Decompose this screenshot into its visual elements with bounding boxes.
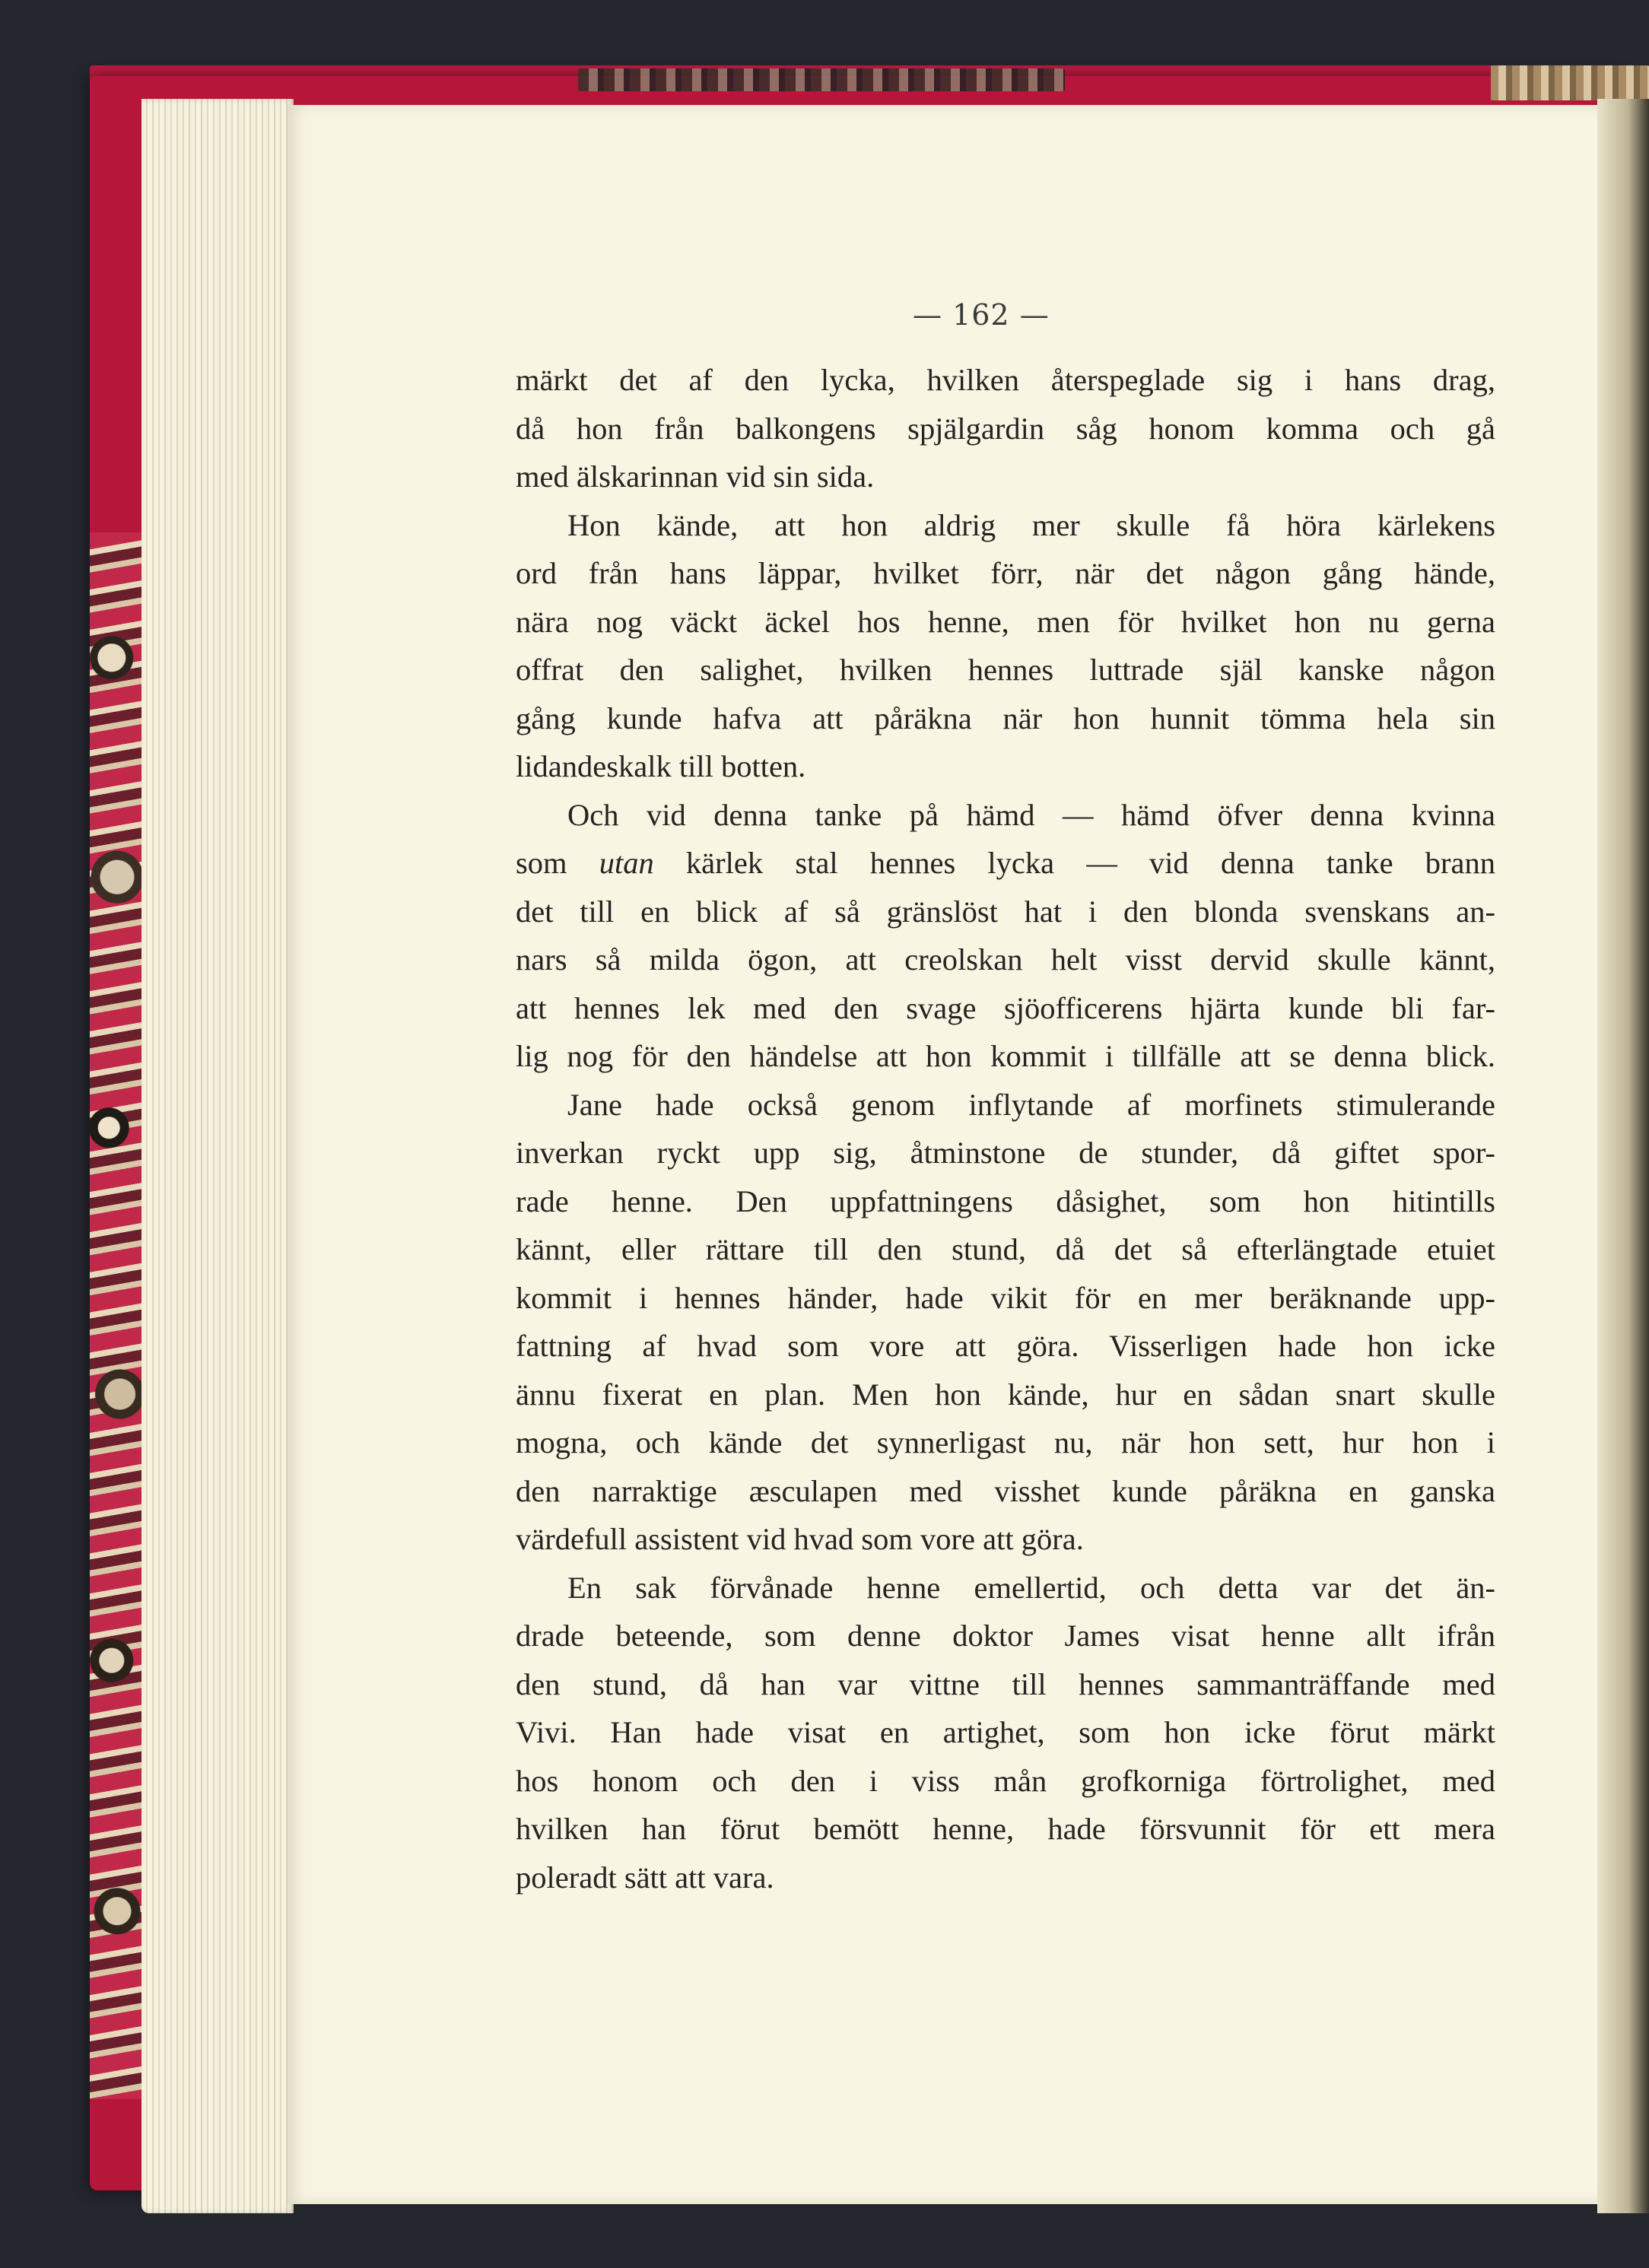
text-line: rade henne. Den uppfattningens dåsighet, som hon hitintills bbox=[516, 1183, 1495, 1218]
text-line: det till en blick af så gränslöst hat i den blonda svenskans an- bbox=[516, 894, 1495, 929]
text-line: att hennes lek med den svage sjöofficerens hjärta kunde bli far- bbox=[516, 990, 1495, 1025]
text-line: Jane hade också genom inflytande af morfinets stimulerande bbox=[567, 1087, 1495, 1122]
text-line: ord från hans läppar, hvilket förr, när det någon gång hände, bbox=[516, 556, 1495, 590]
book-headband bbox=[578, 68, 1065, 91]
text-line: den narraktige æsculapen med visshet kunde påräkna en ganska bbox=[516, 1473, 1495, 1508]
text-line: hvilken han förut bemött henne, hade försvunnit för ett mera bbox=[516, 1812, 1495, 1846]
book-headband-right bbox=[1491, 65, 1649, 100]
text-line: inverkan ryckt upp sig, åtminstone de stunder, då giftet spor- bbox=[516, 1136, 1495, 1170]
text-line: offrat den salighet, hvilken hennes luttrade själ kanske någon bbox=[516, 653, 1495, 687]
text-line: nars så milda ögon, att creolskan helt visst dervid skulle kännt, bbox=[516, 942, 1495, 977]
text-line: poleradt sätt att vara. bbox=[516, 1860, 774, 1895]
page-fore-edge bbox=[1597, 99, 1649, 2213]
page-number: — 162 — bbox=[913, 298, 1050, 332]
text-line: nära nog väckt äckel hos henne, men för hvilket hon nu gerna bbox=[516, 604, 1495, 639]
text-line: ännu fixerat en plan. Men hon kände, hur en sådan snart skulle bbox=[516, 1377, 1495, 1412]
page-block-edges bbox=[141, 99, 294, 2213]
text-line: märkt det af den lycka, hvilken återspeglade sig i hans drag, bbox=[516, 363, 1495, 397]
text-line: värdefull assistent vid hvad som vore att göra. bbox=[516, 1522, 1084, 1556]
text-line: En sak förvånade henne emellertid, och detta var det än- bbox=[567, 1570, 1495, 1605]
text-line: Och vid denna tanke på hämd — hämd öfver denna kvinna bbox=[567, 797, 1495, 832]
text-line: kommit i hennes händer, hade vikit för en mer beräknande upp- bbox=[516, 1280, 1495, 1315]
text-line: den stund, då han var vittne till hennes sammanträffande med bbox=[516, 1666, 1495, 1701]
text-line: kännt, eller rättare till den stund, då det så efterlängtade etuiet bbox=[516, 1232, 1495, 1266]
text-line: Hon kände, att hon aldrig mer skulle få höra kärlekens bbox=[567, 507, 1495, 542]
text-line: lig nog för den händelse att hon kommit i tillfälle att se denna blick. bbox=[516, 1039, 1495, 1073]
text-line: gång kunde hafva att påräkna när hon hunnit tömma hela sin bbox=[516, 700, 1495, 735]
text-line: med älskarinnan vid sin sida. bbox=[516, 459, 875, 494]
text-line: då hon från balkongens spjälgardin såg honom komma och gå bbox=[516, 411, 1495, 446]
text-line: hos honom och den i viss mån grofkorniga förtrolighet, med bbox=[516, 1763, 1495, 1798]
text-line: drade beteende, som denne doktor James visat henne allt ifrån bbox=[516, 1618, 1495, 1653]
text-line: mogna, och kände det synnerligast nu, när hon sett, hur hon i bbox=[516, 1425, 1495, 1460]
text-line: fattning af hvad som vore att göra. Visserligen hade hon icke bbox=[516, 1329, 1495, 1363]
text-line: som utan kärlek stal hennes lycka — vid denna tanke brann bbox=[516, 846, 1496, 880]
marbled-endpaper bbox=[90, 532, 145, 2099]
body-text bbox=[516, 356, 1495, 1901]
text-line: lidandeskalk till botten. bbox=[516, 749, 806, 783]
text-line: Vivi. Han hade visat en artighet, som hon icke förut märkt bbox=[516, 1715, 1495, 1749]
